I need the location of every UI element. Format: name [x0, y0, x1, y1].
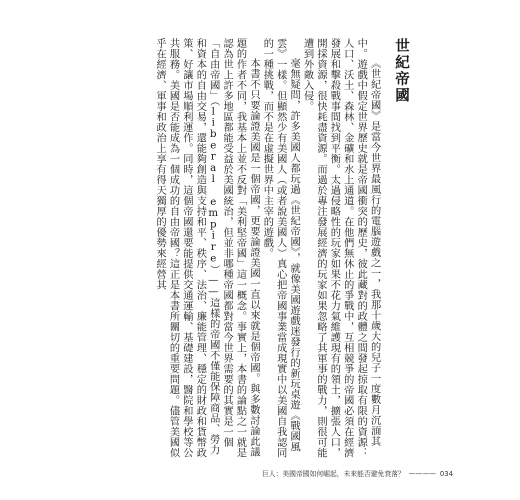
vertical-text-block	[108, 38, 408, 458]
page-number: 034	[439, 470, 453, 478]
paragraph-1: 《世紀帝國》是當今世界最風行的電腦遊戲之一，我那十歲大的兒子一度數月沉湎其中。遊戲中假定世界歷史就是帝國衝突的歷史，彼此藏對的政體之間發起掠取有限的資源：人口、沃土、森林、金礦和水上通道。在他們無休止的爭戰中，互相競爭的帝國必須在經濟發展和擊殺戰事間找到平衡。太過侵略性的玩家如果不花力氣維護現有的領土，擴張人口，開採資源，很快耗盡資源。而過於專注發展經濟的玩家如果忽略了其軍事的戰力，則很可能遭到外敵入侵。	[301, 38, 380, 458]
paragraph-2: 毫無疑問，許多美國人都玩過《世紀帝國》，就像美國遊戲迷發行的新玩桌遊《戰國風雲》一樣。但顯然少有美國人（或者說美國人）真心把帝國事業當成現實中以美國自我認同的一種挑戰，而不是在虛擬世界中主宰的遊戲。	[261, 38, 300, 458]
footer-book-title: 巨人：美國帝國如何崛起，未來能否避免衰落？	[262, 470, 405, 478]
paragraph-3: 本書不只要論證美國是一個帝國，更要論證美國一直以來就是個帝國。與多數討論此議題的作者不同，我基本上並不反對「美利堅帝國」這一概念。事實上，本書的論點之一就是認為世上許多地區都能受益於美國統治，但並非哪種帝國都對當今世界需要的其實是一個「自由帝國」（liberal empire）——這樣的帝國不僅能保障商品、勞力和資本的自由交易，還能夠創造與支持和平、秩序、法治、廉能管理、穩定的財政和貨幣政策、好讓市場順利運作。同時，這個帝國還要能提供交通運輸、基礎建設，醫院和學校等公共服務。美國是否能成為一個成功的自由帝國？這正是本書所關切的重要問題。儘管美國似乎在經濟、軍事和政治上享有得天獨厚的優勢來經營其	[154, 38, 259, 458]
footer-dash: ————	[408, 470, 436, 478]
section-heading: 世紀帝國	[393, 38, 410, 104]
running-footer	[262, 468, 453, 478]
